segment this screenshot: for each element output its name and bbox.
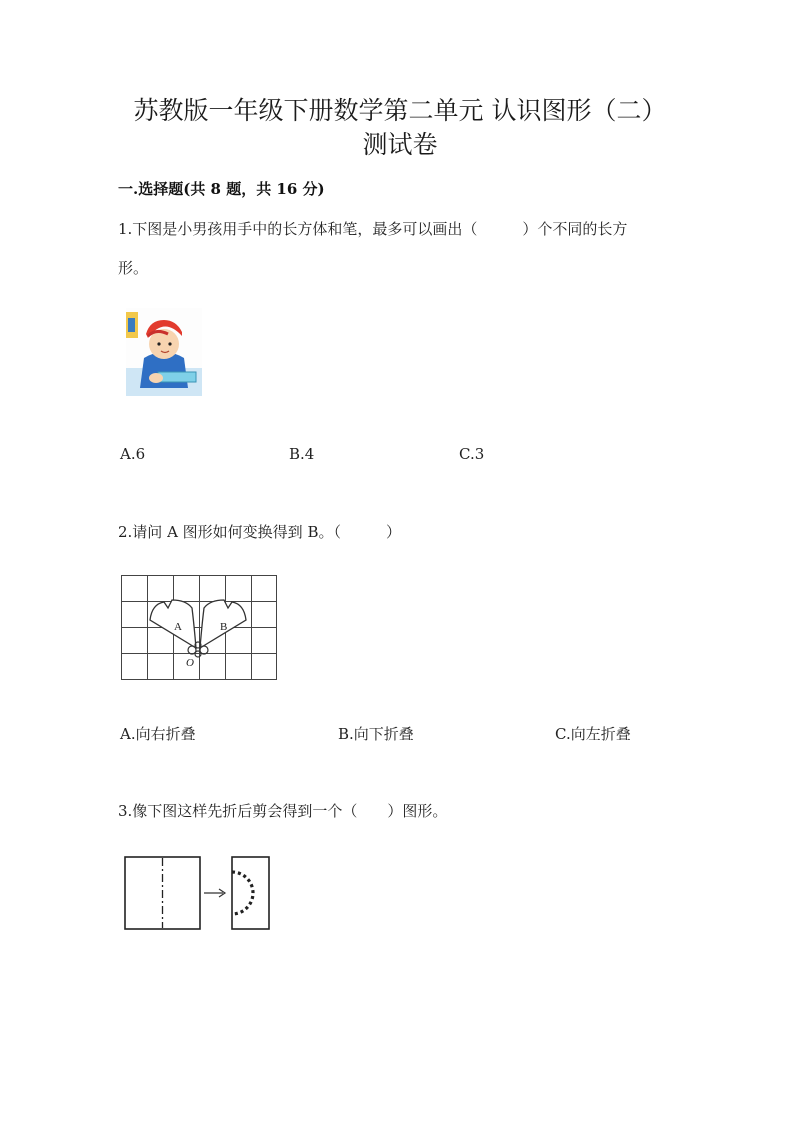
question-3-text: 3.像下图这样先折后剪会得到一个（ ）图形。 — [118, 802, 448, 820]
label-a: A — [174, 621, 182, 633]
label-b: B — [220, 621, 228, 633]
question-2-text: 2.请问 A 图形如何变换得到 B。（ ） — [118, 523, 401, 541]
page-title: 苏教版一年级下册数学第二单元 认识图形（二） — [133, 96, 667, 125]
question-1-text-cont: 形。 — [118, 259, 149, 277]
question-2-option-b[interactable]: B.向下折叠 — [338, 725, 414, 743]
label-o: O — [186, 657, 194, 669]
question-1-option-b[interactable]: B.4 — [289, 445, 315, 463]
question-1-text: 1.下图是小男孩用手中的长方体和笔，最多可以画出（ ）个不同的长方 — [118, 220, 628, 238]
section-heading: 一.选择题(共 8 题，共 16 分) — [118, 180, 325, 198]
question-1-option-c[interactable]: C.3 — [459, 445, 485, 463]
page-title-line2: 测试卷 — [362, 130, 438, 159]
question-2-option-c[interactable]: C.向左折叠 — [555, 725, 631, 743]
question-1-option-a[interactable]: A.6 — [120, 445, 146, 463]
flower-grid-figure — [120, 574, 280, 682]
boy-with-box-image — [126, 308, 202, 396]
question-2-option-a[interactable]: A.向右折叠 — [120, 725, 196, 743]
fold-cut-figure — [120, 852, 276, 934]
